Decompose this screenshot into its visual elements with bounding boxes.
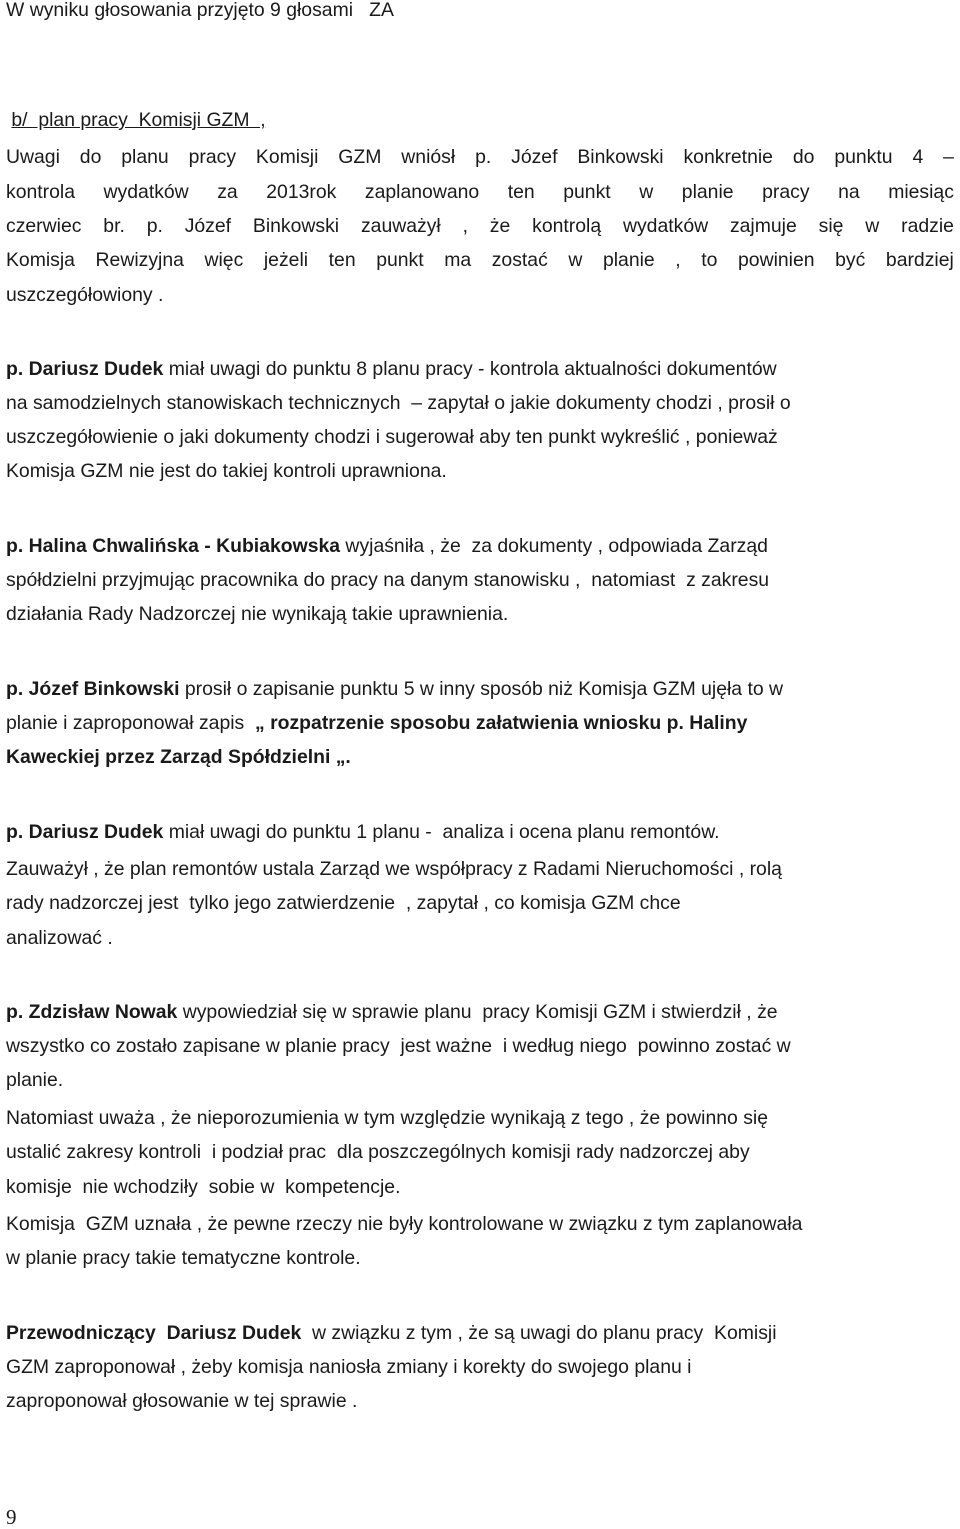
- word: ten: [507, 181, 535, 203]
- word: być: [835, 249, 866, 271]
- word: Komisja: [6, 249, 75, 271]
- word: Rewizyjna: [95, 249, 184, 271]
- word: ,: [675, 249, 681, 271]
- word: się: [818, 215, 844, 237]
- paragraph-line: Komisja GZM nie jest do takiej kontroli uprawniona.: [6, 460, 447, 482]
- word: punkt: [563, 181, 611, 203]
- word: planie: [681, 181, 734, 203]
- word: planie: [602, 249, 655, 271]
- speaker-name: p. Józef Binkowski: [6, 678, 180, 700]
- paragraph-line: Natomiast uważa , że nieporozumienia w tym względzie wynikają z tego , że powinno się: [6, 1107, 768, 1129]
- word: do: [79, 146, 102, 168]
- word: zaplanowano: [364, 181, 480, 203]
- paragraph-line: na samodzielnych stanowiskach technicznych – zapytał o jakie dokumenty chodzi , prosił o: [6, 392, 791, 414]
- speaker-name: p. Zdzisław Nowak: [6, 1001, 178, 1023]
- paragraph-line: ustalić zakresy kontroli i podział prac dla poszczególnych komisji rady nadzorczej aby: [6, 1141, 750, 1163]
- paragraph-line: [6, 214, 954, 238]
- speaker-name: p. Dariusz Dudek: [6, 358, 164, 380]
- word: bardziej: [885, 249, 954, 271]
- word: miesiąc: [888, 181, 954, 203]
- paragraph-line: spółdzielni przyjmując pracownika do pracy na danym stanowisku , natomiast z zakresu: [6, 569, 770, 591]
- paragraph-line: GZM zaproponował , żeby komisja naniosła zmiany i korekty do swojego planu i: [6, 1356, 692, 1378]
- paragraph-line: planie i zaproponował zapis „ rozpatrzenie sposobu załatwienia wniosku p. Haliny: [6, 712, 748, 734]
- section-heading-text: b/ plan pracy Komisji GZM ,: [11, 109, 266, 131]
- word: w: [865, 215, 880, 237]
- word: wniósł: [401, 146, 456, 168]
- word: pracy: [188, 146, 237, 168]
- paragraph-line: [6, 180, 954, 204]
- voting-result-line: W wyniku głosowania przyjęto 9 głosami ZA: [6, 0, 394, 21]
- word: ma: [444, 249, 472, 271]
- speaker-name: p. Halina Chwalińska - Kubiakowska: [6, 535, 341, 557]
- paragraph-line: Komisja GZM uznała , że pewne rzeczy nie były kontrolowane w związku z tym zaplanowała: [6, 1213, 803, 1235]
- paragraph-line: p. Dariusz Dudek miał uwagi do punktu 1 planu - analiza i ocena planu remontów.: [6, 821, 720, 843]
- paragraph-line: p. Zdzisław Nowak wypowiedział się w sprawie planu pracy Komisji GZM i stwierdził , że: [6, 1001, 778, 1023]
- word: konkretnie: [683, 146, 773, 168]
- speaker-name: Przewodniczący Dariusz Dudek: [6, 1322, 302, 1344]
- word: wydatków: [103, 181, 189, 203]
- word: punktu: [834, 146, 893, 168]
- word: w: [568, 249, 583, 271]
- paragraph-line: Zauważył , że plan remontów ustala Zarząd we współpracy z Radami Nieruchomości , rolą: [6, 858, 782, 880]
- word: ,: [462, 215, 468, 237]
- word: wydatków: [622, 215, 709, 237]
- paragraph-line: planie.: [6, 1069, 64, 1091]
- paragraph-line: w planie pracy takie tematyczne kontrole.: [6, 1247, 361, 1269]
- paragraph-line: [6, 248, 954, 272]
- word: 4: [912, 146, 924, 168]
- word: więc: [204, 249, 244, 271]
- word: jeżeli: [263, 249, 309, 271]
- word: że: [489, 215, 511, 237]
- paragraph-line: p. Halina Chwalińska - Kubiakowska wyjaśniła , że za dokumenty , odpowiada Zarząd: [6, 535, 768, 557]
- word: w: [639, 181, 654, 203]
- word: powinien: [738, 249, 815, 271]
- word: Józef: [511, 146, 558, 168]
- paragraph-line: działania Rady Nadzorczej nie wynikają takie uprawnienia.: [6, 603, 509, 625]
- word: Komisji: [255, 146, 319, 168]
- word: planu: [121, 146, 169, 168]
- word: zajmuje: [729, 215, 797, 237]
- quoted-proposal-end: Kaweckiej przez Zarząd Spółdzielni „.: [6, 746, 351, 768]
- paragraph-line: zaproponował głosowanie w tej sprawie .: [6, 1390, 358, 1412]
- word: Binkowski: [252, 215, 340, 237]
- paragraph-line: rady nadzorczej jest tylko jego zatwierdzenie , zapytał , co komisja GZM chce: [6, 892, 681, 914]
- word: na: [838, 181, 860, 203]
- paragraph-line: p. Dariusz Dudek miał uwagi do punktu 8 planu pracy - kontrola aktualności dokumentów: [6, 358, 777, 380]
- paragraph-line: Przewodniczący Dariusz Dudek w związku z tym , że są uwagi do planu pracy Komisji: [6, 1322, 777, 1344]
- word: ten: [328, 249, 356, 271]
- word: Uwagi: [6, 146, 60, 168]
- paragraph-line: analizować .: [6, 927, 113, 949]
- word: GZM: [338, 146, 382, 168]
- paragraph-line: p. Józef Binkowski prosił o zapisanie punktu 5 w inny sposób niż Komisja GZM ujęła to w: [6, 678, 784, 700]
- word: Józef: [184, 215, 232, 237]
- word: zauważył: [360, 215, 441, 237]
- paragraph-line: uszczegółowienie o jaki dokumenty chodzi i sugerował aby ten punkt wykreślić , ponieważ: [6, 426, 778, 448]
- word: radzie: [901, 215, 954, 237]
- word: Binkowski: [577, 146, 664, 168]
- word: do: [792, 146, 815, 168]
- word: zostać: [491, 249, 548, 271]
- word: –: [943, 146, 954, 168]
- quoted-proposal: „ rozpatrzenie sposobu załatwienia wniosku p. Haliny: [255, 712, 748, 734]
- word: czerwiec: [6, 215, 82, 237]
- paragraph-line: [6, 145, 954, 169]
- paragraph-line: komisje nie wchodziły sobie w kompetencje.: [6, 1176, 401, 1198]
- word: pracy: [762, 181, 810, 203]
- word: punkt: [376, 249, 424, 271]
- page-number: 9: [6, 1505, 17, 1529]
- paragraph-line: wszystko co zostało zapisane w planie pracy jest ważne i według niego powinno zostać w: [6, 1035, 791, 1057]
- word: br.: [103, 215, 125, 237]
- word: kontrolą: [532, 215, 602, 237]
- section-heading: [6, 108, 954, 132]
- paragraph-line: uszczegółowiony .: [6, 284, 164, 306]
- word: 2013rok: [266, 181, 337, 203]
- speaker-name: p. Dariusz Dudek: [6, 821, 164, 843]
- word: za: [217, 181, 238, 203]
- word: kontrola: [6, 181, 75, 203]
- word: p.: [475, 146, 492, 168]
- word: to: [701, 249, 718, 271]
- word: p.: [146, 215, 163, 237]
